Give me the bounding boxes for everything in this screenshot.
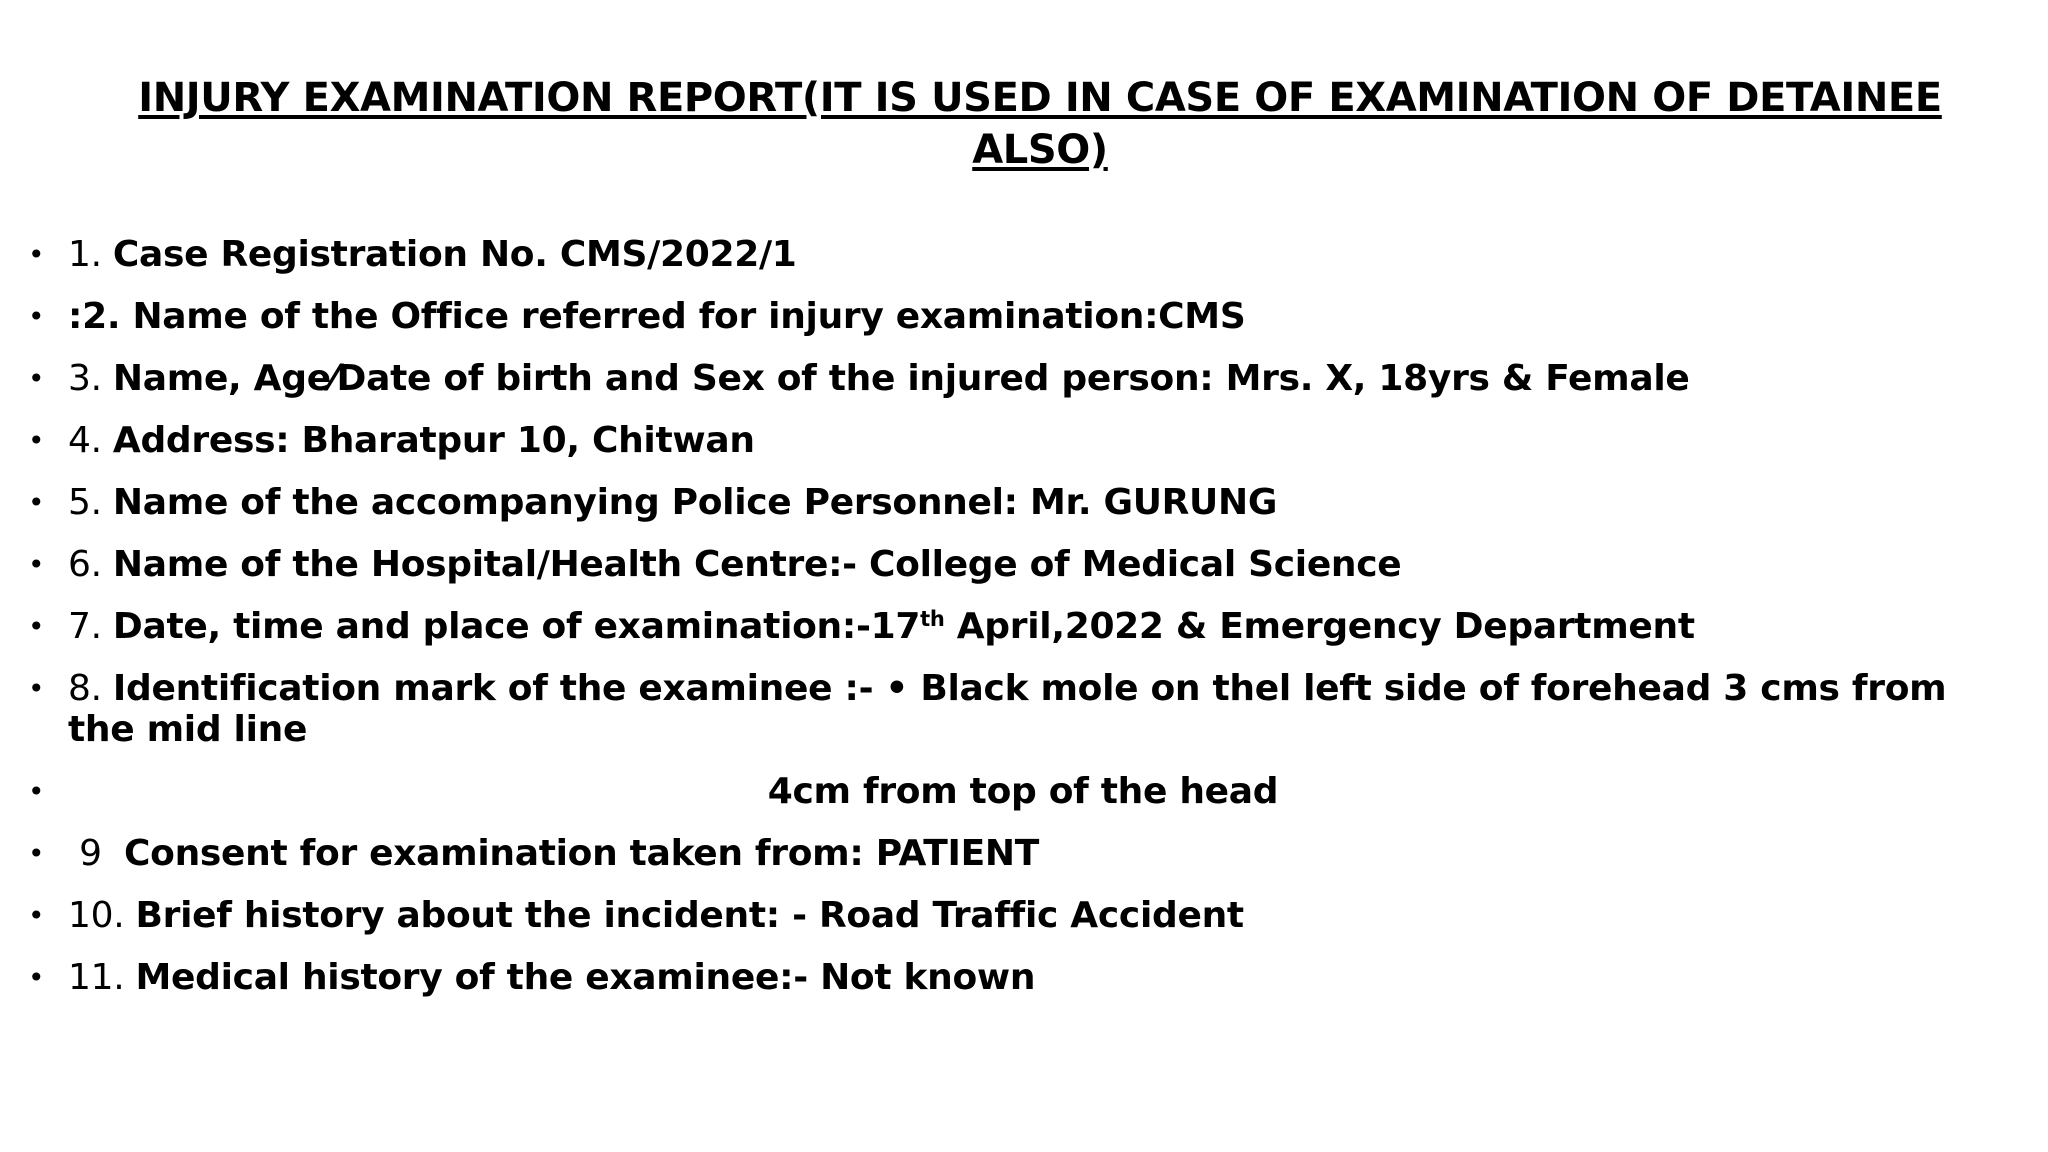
bullet-icon: •: [28, 362, 45, 395]
field-text: Consent for examination taken from: PATIENT: [124, 833, 1039, 874]
field-date-time-place: [28, 606, 2018, 647]
field-number: 5.: [68, 482, 113, 523]
report-fields-list: [28, 234, 2018, 1019]
ordinal-suffix: th: [920, 607, 945, 631]
field-hospital: [28, 544, 2018, 585]
field-medical-history: [28, 957, 2018, 998]
field-number: :2.: [68, 296, 133, 337]
bullet-icon: •: [28, 300, 45, 333]
field-number: 1.: [68, 234, 113, 275]
field-number: 3.: [68, 358, 113, 399]
bullet-icon: •: [28, 837, 45, 870]
bullet-icon: •: [28, 961, 45, 994]
bullet-icon: •: [28, 775, 45, 808]
bullet-icon: •: [28, 548, 45, 581]
bullet-icon: •: [28, 899, 45, 932]
field-address: [28, 420, 2018, 461]
field-number: 4.: [68, 420, 113, 461]
field-number: 8.: [68, 668, 113, 709]
field-police-personnel: [28, 482, 2018, 523]
bullet-icon: •: [28, 610, 45, 643]
field-text: Identification mark of the examinee :- • Black mole on thel left side of forehead 3 cms from the mid line: [68, 668, 1947, 750]
field-text-continued: April,2022 & Emergency Department: [944, 606, 1695, 647]
field-text: Name of the accompanying Police Personnel: Mr. GURUNG: [112, 482, 1278, 523]
field-number: 10.: [68, 895, 136, 936]
field-identification-mark-detail: [28, 771, 2018, 812]
bullet-icon: •: [28, 238, 45, 271]
bullet-icon: •: [28, 424, 45, 457]
report-title: INJURY EXAMINATION REPORT(IT IS USED IN CASE OF EXAMINATION OF DETAINEE ALSO): [138, 75, 1942, 173]
field-number: 9: [68, 833, 125, 874]
field-text: Address: Bharatpur 10, Chitwan: [112, 420, 755, 461]
field-incident-history: [28, 895, 2018, 936]
field-text: 4cm from top of the head: [767, 771, 1279, 812]
field-identification-mark: [28, 668, 2018, 750]
field-office-referred: [28, 296, 2018, 337]
field-number: 6.: [68, 544, 113, 585]
field-text: Name of the Office referred for injury examination:CMS: [132, 296, 1246, 337]
field-number: 11.: [68, 957, 136, 998]
bullet-icon: •: [28, 486, 45, 519]
field-text: Medical history of the examinee:- Not known: [135, 957, 1036, 998]
field-text: Date, time and place of examination:-17: [112, 606, 921, 647]
field-name-age-sex: [28, 358, 2018, 399]
field-number: 7.: [68, 606, 113, 647]
field-case-registration: [28, 234, 2018, 275]
bullet-icon: •: [28, 672, 45, 705]
field-text: Case Registration No. CMS/2022/1: [112, 234, 797, 275]
field-text: Brief history about the incident: - Road Traffic Accident: [135, 895, 1244, 936]
field-text: Name, Age⁄Date of birth and Sex of the injured person: Mrs. X, 18yrs & Female: [112, 358, 1690, 399]
field-text: Name of the Hospital/Health Centre:- College of Medical Science: [112, 544, 1402, 585]
field-consent: [28, 833, 2018, 874]
